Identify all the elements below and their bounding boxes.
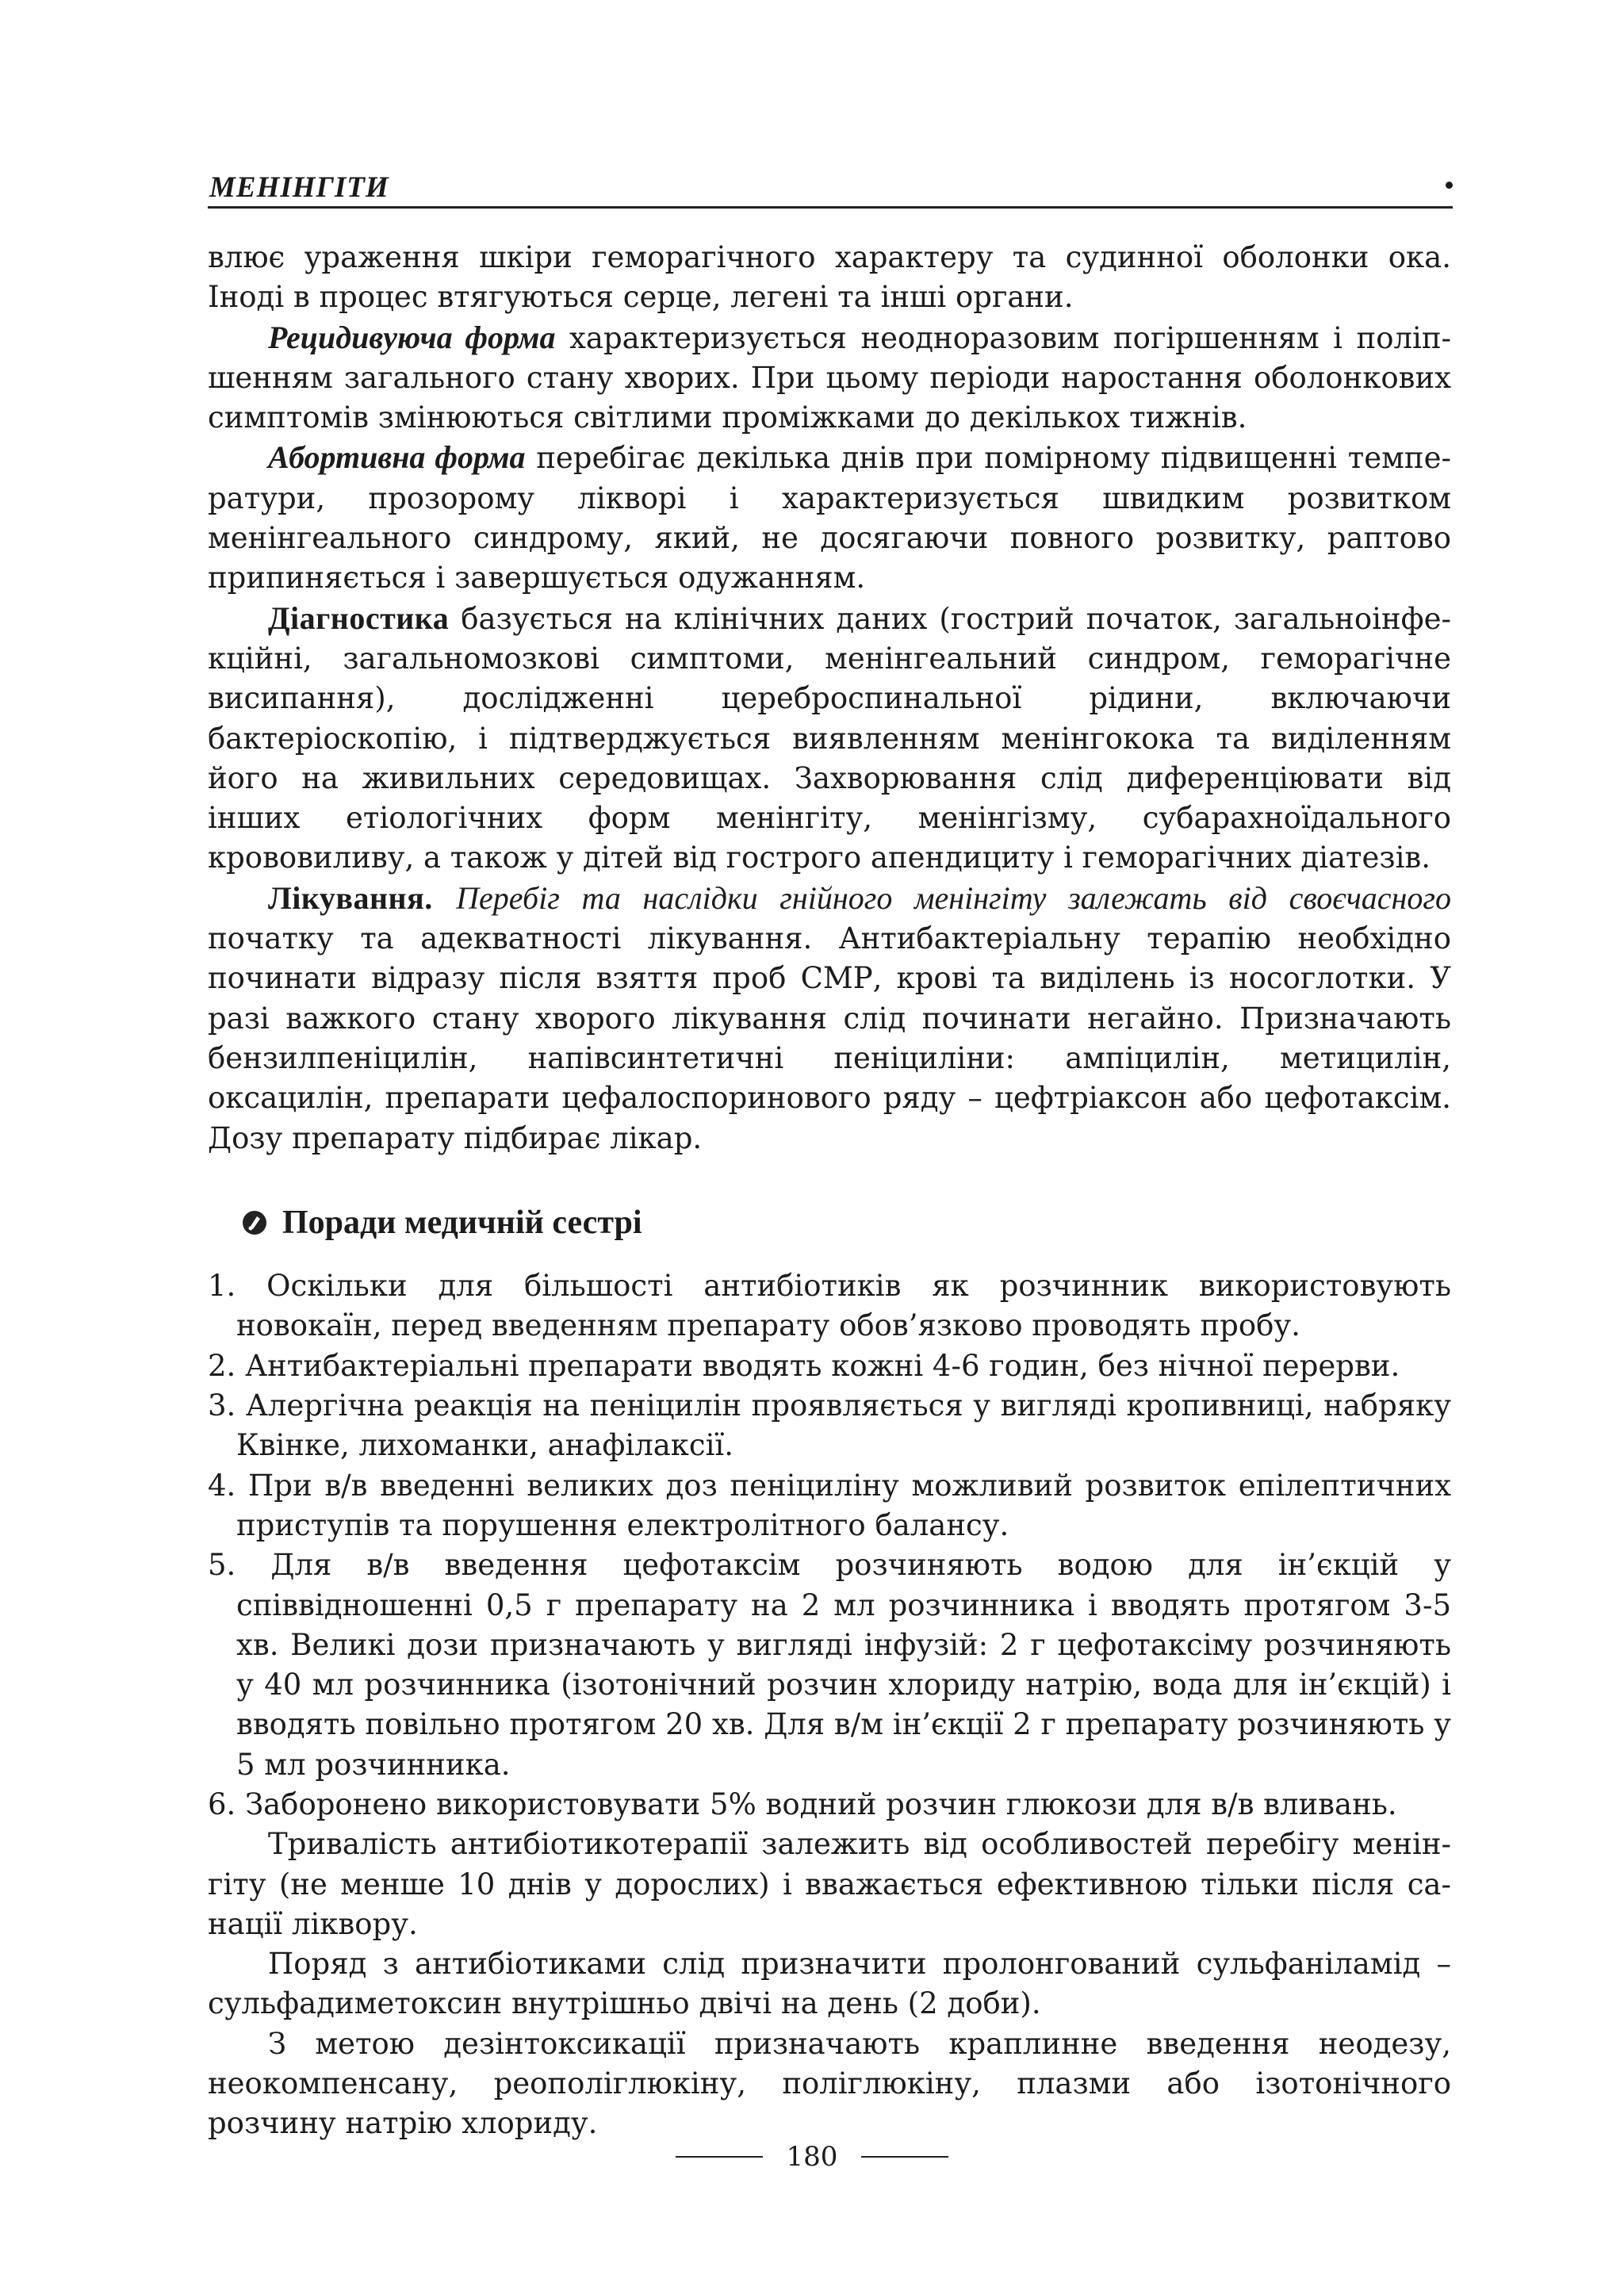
detox-paragraph: З метою дезінтоксикації призначають краплинне введення неодезу, неокомпенсану, реополіглюкіну, поліглюкіну, плазми або ізотонічного розчину натрію хлориду. — [208, 2026, 1451, 2141]
running-header — [208, 170, 1453, 205]
page-footer — [0, 2141, 1624, 2173]
list-item: 3. Алергічна реакція на пеніцилін проявляється у вигляді кропивниці, набряку Квінке, лихоманки, анафілаксії. — [208, 1388, 1451, 1463]
abortive-form-text: перебігає декілька днів при помірному підвищенні температури, прозорому ліквoрі і характеризується швидким розвитком менінгеального синдрому, який, не досягаючи повного розвитку, раптово припиняється і завершується одужанням. — [208, 441, 1451, 596]
treatment-italic-text: Перебіг та наслідки гнійного менінгіту залежать від своєчасного — [456, 879, 1451, 916]
footer-dash-right — [861, 2156, 948, 2158]
page-number: 180 — [786, 2141, 838, 2173]
therapy-duration-paragraph: Тривалість антибіотикотерапії залежить від особливостей перебігу менінгіту (не менше 10 днів у дорослих) і вважається ефективною тільки після санації ліквору. — [208, 1827, 1451, 1941]
diagnostics-term: Діагностика — [268, 599, 450, 636]
list-item: 5. Для в/в введення цефотаксім розчиняють водою для ін’єкцій у співвідношенні 0,5 г препарату на 2 мл розчинника і вводять протягом 3-5 хв. Великі дози призначають у вигляді інфузій: 2 г цефотаксіму розчиняють у 40 мл розчинника (ізотонічний розчин хлориду натрію, вода для ін’єкцій) і вводять повільно протягом 20 хв. Для в/м ін’єкції 2 г препарату розчиняють у 5 мл розчинника. — [208, 1548, 1451, 1782]
list-item: 4. При в/в введенні великих доз пеніциліну можливий розвиток епілептичних приступів та порушення електролітного балансу. — [208, 1468, 1451, 1542]
nurse-tips-list — [208, 1266, 1451, 1825]
nurse-tips-title: Поради медичній сестрі — [282, 1204, 642, 1241]
tip-badge-icon — [241, 1209, 268, 1236]
running-title: МЕНІНГІТИ — [209, 171, 389, 204]
abortive-form-paragraph — [208, 438, 1451, 598]
recurrent-form-paragraph — [208, 318, 1451, 439]
footer-dash-left — [676, 2156, 763, 2158]
diagnostics-paragraph — [208, 599, 1451, 879]
diagnostics-text: базується на клінічних даних (гострий початок, загальноінфекційні, загальномозкові симптоми, менінгеальний синдром, геморагічне висипання), дослідженні цереброспинальної рідини, включаючи бактеріоскопію, і підтверджується виявленням менінгокока та виділенням його на живильних середовищах. Захворювання слід диференціювати від інших етіологічних форм менінгіту, менінгізму, субарахноїдального крововиливу, а також у дітей від гострого апендициту і геморагічних діатезів. — [208, 601, 1451, 875]
nurse-tips-heading — [241, 1203, 1451, 1243]
page-body — [208, 238, 1451, 2144]
list-item: 6. Заборонено використовувати 5% водний розчин глюкози для в/в вливань. — [208, 1787, 1397, 1821]
abortive-form-term: Абортивна форма — [268, 439, 526, 476]
header-rule — [208, 206, 1453, 209]
recurrent-form-text: характеризується неодноразовим погіршенням і поліпшенням загального стану хворих. При цьому періоди наростання оболонкових симптомів змінюються світлими проміжками до декількох тижнів. — [208, 320, 1451, 435]
list-item: 2. Антибактеріальні препарати вводять кожні 4-6 годин, без нічної перерви. — [208, 1348, 1400, 1383]
treatment-text: початку та адекватності лікування. Антибактеріальну терапію необхідно починати відразу після взяття проб СМР, крові та виділень із носоглотки. У разі важкого стану хворого лікування слід починати негайно. Призначають бензилпеніцилін, напівсинтетичні пеніциліни: ампіцилін, метицилін, оксацилін, препарати цефалоспоринового ряду – цефтріаксон або цефотаксім. Дозу препарату підбирає лікар. — [208, 921, 1451, 1155]
list-item: 1. Оскільки для більшості антибіотиків як розчинник використовують новокаїн, перед введенням препарату обов’язково проводять пробу. — [208, 1269, 1451, 1343]
intro-paragraph: влює ураження шкіри геморагічного характеру та судинної оболонки ока. Іноді в процес втягуються серце, легені та інші органи. — [208, 240, 1451, 315]
sulfanilamide-paragraph: Поряд з антибіотиками слід призначити пролонгований сульфаніламід – сульфадиметоксин внутрішньо двічі на день (2 доби). — [208, 1947, 1451, 2021]
treatment-term: Лікування. — [268, 879, 433, 916]
header-bullet-dot — [1446, 182, 1453, 189]
treatment-paragraph — [208, 879, 1451, 1158]
recurrent-form-term: Рецидивуюча форма — [268, 319, 556, 355]
